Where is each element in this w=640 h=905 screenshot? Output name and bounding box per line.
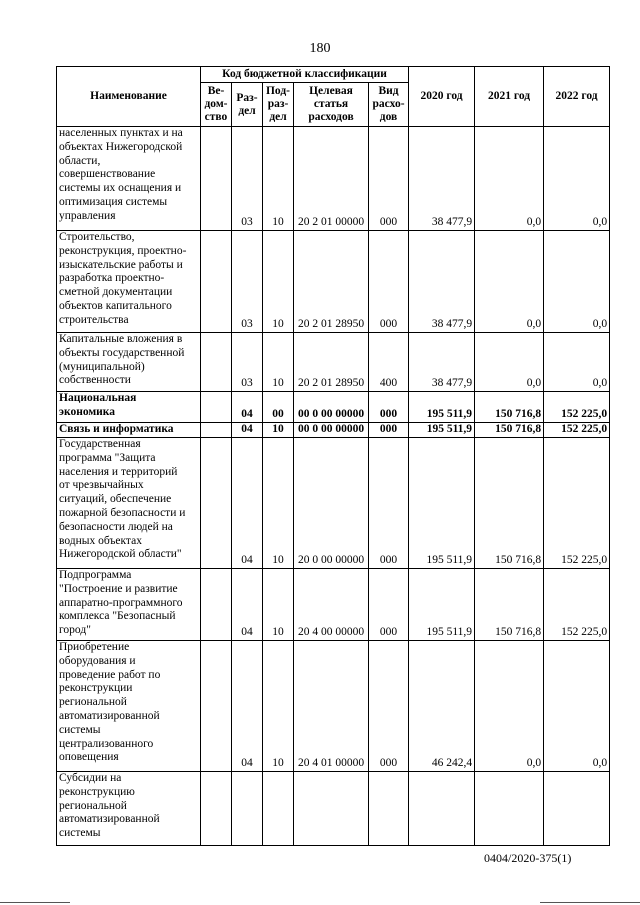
row-vedomstvo bbox=[201, 392, 232, 423]
row-vid: 000 bbox=[369, 438, 409, 569]
row-2020: 195 511,9 bbox=[409, 423, 475, 438]
row-2021: 0,0 bbox=[475, 333, 544, 392]
row-celevaya: 20 2 01 28950 bbox=[294, 231, 369, 333]
table-row bbox=[57, 423, 610, 438]
row-2020: 46 242,4 bbox=[409, 641, 475, 772]
scan-artifact-left bbox=[0, 902, 70, 903]
row-name: населенных пунктах и на объектах Нижегородской области, совершенствование системы их оснащения и оптимизация системы управления bbox=[57, 127, 201, 231]
row-name: Строительство, реконструкция, проектно- изыскательские работы и разработка проектно- сметной документации объектов капитального строительства bbox=[57, 231, 201, 333]
row-podrazdel: 10 bbox=[263, 231, 294, 333]
row-2020: 38 477,9 bbox=[409, 127, 475, 231]
row-2020 bbox=[409, 772, 475, 846]
header-vid: Вид расхо- дов bbox=[369, 83, 409, 127]
row-celevaya: 20 2 01 00000 bbox=[294, 127, 369, 231]
row-2021: 150 716,8 bbox=[475, 438, 544, 569]
table-row bbox=[57, 641, 610, 772]
row-vid: 000 bbox=[369, 392, 409, 423]
row-vedomstvo bbox=[201, 569, 232, 641]
header-razdel: Раз- дел bbox=[232, 83, 263, 127]
row-razdel: 03 bbox=[232, 231, 263, 333]
row-2020: 38 477,9 bbox=[409, 333, 475, 392]
table-header bbox=[57, 67, 610, 127]
row-vedomstvo bbox=[201, 641, 232, 772]
row-2020: 195 511,9 bbox=[409, 392, 475, 423]
table-row bbox=[57, 127, 610, 231]
header-name: Наименование bbox=[57, 67, 201, 127]
row-celevaya bbox=[294, 772, 369, 846]
row-2022: 152 225,0 bbox=[544, 392, 610, 423]
row-2022: 0,0 bbox=[544, 333, 610, 392]
table-row bbox=[57, 231, 610, 333]
row-2021 bbox=[475, 772, 544, 846]
row-celevaya: 20 0 00 00000 bbox=[294, 438, 369, 569]
row-podrazdel: 10 bbox=[263, 127, 294, 231]
row-razdel: 04 bbox=[232, 392, 263, 423]
row-podrazdel: 10 bbox=[263, 641, 294, 772]
row-podrazdel: 00 bbox=[263, 392, 294, 423]
row-2020: 38 477,9 bbox=[409, 231, 475, 333]
header-vedomstvo: Ве- дом- ство bbox=[201, 83, 232, 127]
row-name: Связь и информатика bbox=[57, 423, 201, 438]
row-podrazdel: 10 bbox=[263, 569, 294, 641]
row-vedomstvo bbox=[201, 231, 232, 333]
row-name: Государственная программа "Защита населения и территорий от чрезвычайных ситуаций, обеспечение пожарной безопасности и безопасности людей на водных объектах Нижегородской области" bbox=[57, 438, 201, 569]
row-razdel: 03 bbox=[232, 127, 263, 231]
row-2021: 0,0 bbox=[475, 231, 544, 333]
row-2021: 0,0 bbox=[475, 641, 544, 772]
table-row bbox=[57, 392, 610, 423]
row-razdel: 04 bbox=[232, 438, 263, 569]
row-vid: 000 bbox=[369, 231, 409, 333]
row-razdel: 04 bbox=[232, 569, 263, 641]
row-vedomstvo bbox=[201, 333, 232, 392]
budget-table bbox=[56, 66, 610, 846]
row-razdel bbox=[232, 772, 263, 846]
table-row bbox=[57, 333, 610, 392]
row-celevaya: 00 0 00 00000 bbox=[294, 423, 369, 438]
row-celevaya: 20 4 00 00000 bbox=[294, 569, 369, 641]
row-vedomstvo bbox=[201, 772, 232, 846]
row-vedomstvo bbox=[201, 423, 232, 438]
table-row bbox=[57, 569, 610, 641]
scan-artifact-right bbox=[540, 902, 640, 903]
document-code: 0404/2020-375(1) bbox=[484, 851, 572, 865]
row-2022: 0,0 bbox=[544, 641, 610, 772]
row-razdel: 03 bbox=[232, 333, 263, 392]
row-vid: 000 bbox=[369, 641, 409, 772]
header-kbk: Код бюджетной классификации bbox=[201, 67, 409, 83]
row-name: Капитальные вложения в объекты государственной (муниципальной) собственности bbox=[57, 333, 201, 392]
header-2022: 2022 год bbox=[544, 67, 610, 127]
row-celevaya: 20 2 01 28950 bbox=[294, 333, 369, 392]
row-2021: 150 716,8 bbox=[475, 423, 544, 438]
row-2022: 0,0 bbox=[544, 127, 610, 231]
page-number: 180 bbox=[309, 41, 331, 56]
row-vid: 400 bbox=[369, 333, 409, 392]
header-2020: 2020 год bbox=[409, 67, 475, 127]
row-name: Национальная экономика bbox=[57, 392, 201, 423]
row-2021: 150 716,8 bbox=[475, 569, 544, 641]
row-podrazdel: 10 bbox=[263, 438, 294, 569]
table-row bbox=[57, 772, 610, 846]
row-vid: 000 bbox=[369, 423, 409, 438]
row-vedomstvo bbox=[201, 438, 232, 569]
row-2022: 152 225,0 bbox=[544, 569, 610, 641]
row-2022: 152 225,0 bbox=[544, 438, 610, 569]
row-vedomstvo bbox=[201, 127, 232, 231]
row-razdel: 04 bbox=[232, 423, 263, 438]
row-vid: 000 bbox=[369, 127, 409, 231]
row-podrazdel bbox=[263, 772, 294, 846]
header-podrazdel: Под- раз- дел bbox=[263, 83, 294, 127]
row-vid bbox=[369, 772, 409, 846]
row-name: Приобретение оборудования и проведение работ по реконструкции региональной автоматизированной системы централизованного оповещения bbox=[57, 641, 201, 772]
row-vid: 000 bbox=[369, 569, 409, 641]
row-celevaya: 20 4 01 00000 bbox=[294, 641, 369, 772]
table-row bbox=[57, 438, 610, 569]
row-2022: 0,0 bbox=[544, 231, 610, 333]
header-2021: 2021 год bbox=[475, 67, 544, 127]
row-podrazdel: 10 bbox=[263, 423, 294, 438]
row-name: Субсидии на реконструкцию региональной автоматизированной системы bbox=[57, 772, 201, 846]
row-name: Подпрограмма "Построение и развитие аппаратно-программного комплекса "Безопасный город" bbox=[57, 569, 201, 641]
row-razdel: 04 bbox=[232, 641, 263, 772]
row-2021: 150 716,8 bbox=[475, 392, 544, 423]
row-2021: 0,0 bbox=[475, 127, 544, 231]
row-2022: 152 225,0 bbox=[544, 423, 610, 438]
row-2020: 195 511,9 bbox=[409, 438, 475, 569]
row-2022 bbox=[544, 772, 610, 846]
row-celevaya: 00 0 00 00000 bbox=[294, 392, 369, 423]
row-podrazdel: 10 bbox=[263, 333, 294, 392]
row-2020: 195 511,9 bbox=[409, 569, 475, 641]
header-celevaya: Целевая статья расходов bbox=[294, 83, 369, 127]
